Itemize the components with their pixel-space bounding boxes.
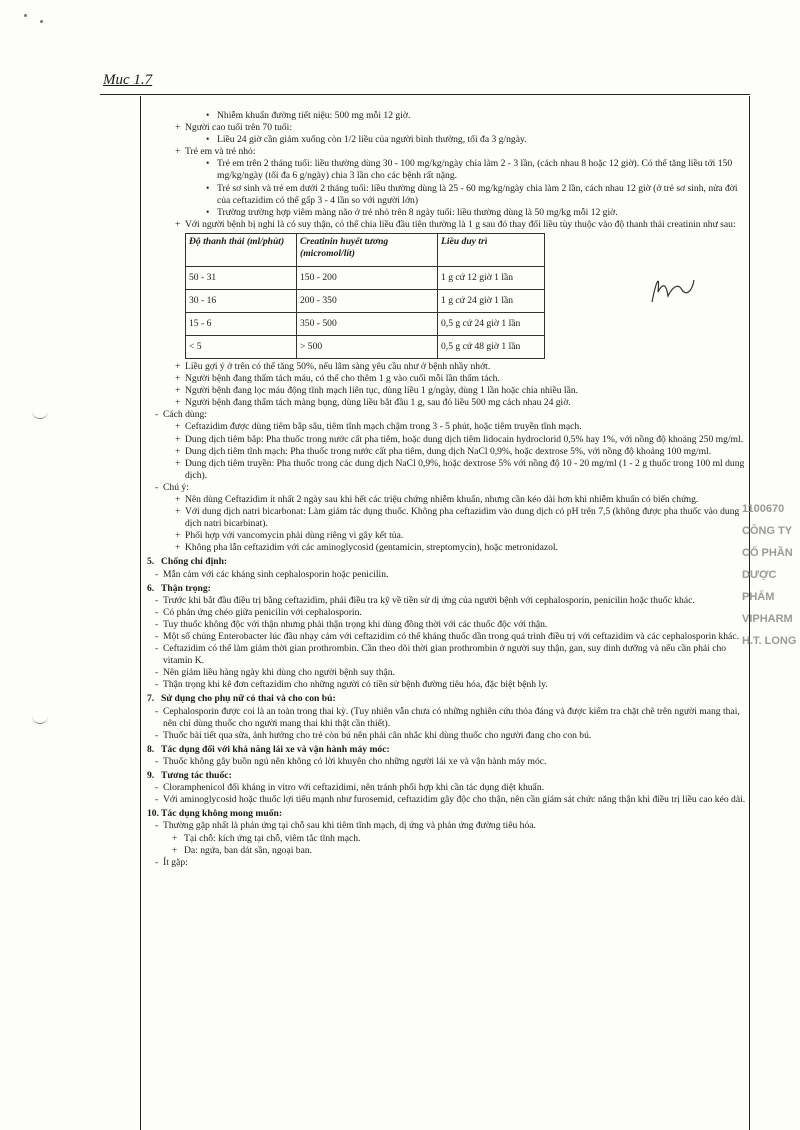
list-item: + Tại chỗ: kích ứng tại chỗ, viêm tắc tĩnh mạch. (172, 832, 361, 844)
list-item: - Thuốc bài tiết qua sữa, ảnh hưởng cho trẻ còn bú nên phải cân nhắc khi dùng thuốc cho người đang cho con bú. (155, 729, 592, 741)
list-item: + Phối hợp với vancomycin phải dùng riêng vì gây kết tủa. (175, 530, 404, 542)
stamp-line: 1100670 (742, 503, 785, 515)
plus-bullet-icon: + (175, 421, 181, 433)
plus-bullet-icon: + (175, 445, 181, 457)
list-item: - Với aminoglycosid hoặc thuốc lợi tiểu mạnh như furosemid, ceftazidim gây độc cho thận, nên cần giám sát chức năng thận khi điều trị liều cao kéo dài. (155, 794, 746, 806)
plus-bullet-icon: + (172, 844, 178, 856)
table-header-cell: Liều duy trì (438, 233, 545, 266)
list-item: • Trường trường hợp viêm màng não ở trẻ nhỏ trên 8 ngày tuổi: liều thường dùng là 50 mg/kg mỗi 12 giờ. (206, 206, 618, 218)
list-item: + Không pha lẫn ceftazidim với các aminoglycosid (gentamicin, streptomycin), hoặc metronidazol. (175, 542, 558, 554)
dash-bullet-icon: - (155, 782, 159, 794)
list-item: - Ít gặp: (155, 856, 188, 868)
list-item: + Da: ngứa, ban dát sần, ngoại ban. (172, 844, 313, 856)
list-item: + Liều gợi ý ở trên có thể tăng 50%, nếu lâm sàng yêu cầu như ở bệnh nhầy nhớt. (175, 360, 491, 372)
plus-bullet-icon: + (175, 373, 181, 385)
header-rule (100, 94, 750, 95)
list-item: + Người bệnh đang thẩm tách màng bụng, dùng liều bắt đầu 1 g, sau đó liều 500 mg cách nhau 24 giờ. (175, 397, 571, 409)
table-cell: 30 - 16 (186, 289, 297, 312)
list-item: + Người bệnh đang lọc máu động tĩnh mạch liên tục, dùng liều 1 g/ngày, dùng 1 lần hoặc chia nhiều lần. (175, 385, 579, 397)
bullet-icon: • (206, 158, 210, 170)
dash-bullet-icon: - (155, 705, 159, 717)
table-cell: 15 - 6 (186, 312, 297, 335)
stamp-line: H.T. LONG (742, 635, 797, 647)
section-heading: 8. Tác dụng đối với khả năng lái xe và vận hành máy móc: (147, 743, 390, 755)
table-cell: < 5 (186, 335, 297, 358)
plus-bullet-icon: + (175, 397, 181, 409)
punch-hole-mark (32, 408, 48, 419)
bullet-icon: • (206, 110, 210, 121)
list-item: + Người bệnh đang thẩm tách máu, có thể cho thêm 1 g vào cuối mỗi lần thẩm tách. (175, 373, 500, 385)
section-heading: 5. Chống chỉ định: (147, 556, 228, 568)
company-stamp (742, 498, 800, 648)
table-header-cell: Độ thanh thải (ml/phút) (186, 233, 297, 266)
dash-bullet-icon: - (155, 856, 159, 868)
plus-bullet-icon: + (175, 122, 181, 134)
list-item: - Có phản ứng chéo giữa penicilin với cephalosporin. (155, 606, 362, 618)
list-item: + Dung dịch tiêm truyền: Pha thuốc trong các dung dịch NaCl 0,9%, hoặc dextrose 5% với nồng độ 10 - 20 mg/ml (1 - 2 g thuốc trong 100 ml dung dịch). (175, 457, 745, 481)
plus-bullet-icon: + (175, 542, 181, 554)
bullet-icon: • (206, 182, 210, 194)
dash-bullet-icon: - (155, 606, 159, 618)
list-item: + Trẻ em và trẻ nhỏ: (175, 146, 256, 158)
table-header-cell: Creatinin huyết tương (micromol/lít) (297, 233, 438, 266)
dash-bullet-icon: - (155, 481, 159, 493)
plus-bullet-icon: + (172, 832, 178, 844)
list-item: - Thuốc không gây buồn ngủ nên không có lời khuyên cho những người lái xe và vận hành máy móc. (155, 755, 547, 767)
plus-bullet-icon: + (175, 457, 181, 469)
table-row (186, 335, 545, 358)
bullet-icon: • (206, 206, 210, 218)
list-item: + Với người bệnh bị nghi là có suy thận, có thể chia liều đầu tiên thường là 1 g sau đó thay đổi liều tùy thuộc vào độ thanh thải creatinin như sau: (175, 218, 736, 230)
table-cell: 1 g cứ 12 giờ 1 lần (438, 266, 545, 289)
plus-bullet-icon: + (175, 530, 181, 542)
list-item: • Trẻ em trên 2 tháng tuổi: liều thường dùng 30 - 100 mg/kg/ngày chia làm 2 - 3 lần, (cách nhau 8 hoặc 12 giờ). Có thể tăng liều tới 150 mg/kg/ngày (tối đa 6 g/ngày) chia 3 lần cho các bệnh rất nặng. (206, 158, 733, 182)
list-item: - Thường gặp nhất là phản ứng tại chỗ sau khi tiêm tĩnh mạch, dị ứng và phản ứng đường tiêu hóa. (155, 820, 536, 832)
table-row (186, 266, 545, 289)
scan-dot (24, 14, 27, 17)
table-header-row (186, 233, 545, 266)
list-item: - Tuy thuốc không độc với thận nhưng phải thận trọng khi dùng đồng thời với các thuốc độc với thận. (155, 618, 548, 630)
section-heading: 6. Thận trọng: (147, 582, 211, 594)
table-cell: 1 g cứ 24 giờ 1 lần (438, 289, 545, 312)
dash-bullet-icon: - (155, 643, 159, 655)
list-item: - Ceftazidim có thể làm giảm thời gian prothrombin. Cần theo dõi thời gian prothrombin ở người suy thận, gan, suy dinh dưỡng và nếu cần phải cho vitamin K. (155, 643, 727, 667)
dash-bullet-icon: - (155, 679, 159, 691)
header-title: Muc 1.7 (103, 72, 153, 88)
dash-bullet-icon: - (155, 568, 159, 580)
bullet-icon: • (206, 134, 210, 146)
table-cell: 200 - 350 (297, 289, 438, 312)
list-item: - Cephalosporin được coi là an toàn trong thai kỳ. (Tuy nhiên vẫn chưa có những nghiên cứu thỏa đáng và được kiểm tra chặt chẽ trên người mang thai, nên chỉ dùng thuốc cho người mang thai khi thật cần thiết). (155, 705, 740, 729)
plus-bullet-icon: + (175, 433, 181, 445)
document-body (147, 110, 747, 869)
list-item: - Thận trọng khi kê đơn ceftazidim cho những người có tiền sử bệnh đường tiêu hóa, đặc biệt bệnh ly. (155, 679, 548, 691)
dash-bullet-icon: - (155, 794, 159, 806)
scan-dot (40, 20, 43, 23)
stamp-line: CỔ PHẦN (742, 547, 793, 559)
list-item: - Cách dùng: (155, 409, 207, 421)
list-item: - Một số chủng Enterobacter lúc đầu nhạy cảm với ceftazidim có thể kháng thuốc dần trong quá trình điều trị với ceftazidim và các cephalosporin khác. (155, 631, 739, 642)
stamp-line: CÔNG TY (742, 525, 793, 537)
dash-bullet-icon: - (155, 667, 159, 679)
list-item: - Trước khi bắt đầu điều trị bằng ceftazidim, phải điều tra kỹ về tiền sử dị ứng của người bệnh với cephalosporin, penicilin hoặc thuốc khác. (155, 594, 695, 606)
section-heading: 10. Tác dụng không mong muốn: (147, 808, 283, 820)
plus-bullet-icon: + (175, 506, 181, 518)
list-item: • Nhiễm khuẩn đường tiết niệu: 500 mg mỗi 12 giờ. (206, 110, 411, 121)
table-cell: 350 - 500 (297, 312, 438, 335)
table-cell: > 500 (297, 335, 438, 358)
plus-bullet-icon: + (175, 493, 181, 505)
list-item: + Người cao tuổi trên 70 tuổi: (175, 122, 292, 134)
list-item: + Dung dịch tiêm tĩnh mạch: Pha thuốc trong nước cất pha tiêm, dung dịch NaCl 0,9%, hoặc dextrose 5%, với nồng độ khoảng 100 mg/ml. (175, 445, 712, 457)
list-item: + Ceftazidim được dùng tiêm bắp sâu, tiêm tĩnh mạch chậm trong 3 - 5 phút, hoặc tiêm truyền tĩnh mạch. (175, 421, 582, 433)
table-cell: 50 - 31 (186, 266, 297, 289)
list-item: • Liều 24 giờ cần giảm xuống còn 1/2 liều của người bình thường, tối đa 3 g/ngày. (206, 134, 527, 146)
list-item: + Với dung dịch natri bicarbonat: Làm giảm tác dụng thuốc. Không pha ceftazidim vào dung dịch có pH trên 7,5 (không được pha thuốc vào dung dịch natri bicarbinat). (175, 506, 740, 530)
plus-bullet-icon: + (175, 146, 181, 158)
dash-bullet-icon: - (155, 820, 159, 832)
dash-bullet-icon: - (155, 409, 159, 421)
list-item: - Mẫn cảm với các kháng sinh cephalosporin hoặc penicilin. (155, 568, 389, 580)
table-cell: 0,5 g cứ 24 giờ 1 lần (438, 312, 545, 335)
dash-bullet-icon: - (155, 618, 159, 630)
table-cell: 150 - 200 (297, 266, 438, 289)
dash-bullet-icon: - (155, 631, 159, 642)
list-item: • Trẻ sơ sinh và trẻ em dưới 2 tháng tuổi: liều thường dùng là 25 - 60 mg/kg/ngày chia làm 2 lần, cách nhau 12 giờ (ở trẻ sơ sinh, nửa đời của ceftazidim có thể gấp 3 - 4 lần so với người lớn) (206, 182, 738, 206)
table-cell: 0,5 g cứ 48 giờ 1 lần (438, 335, 545, 358)
dash-bullet-icon: - (155, 729, 159, 741)
plus-bullet-icon: + (175, 385, 181, 397)
section-heading: 9. Tương tác thuốc: (147, 770, 232, 782)
list-item: + Nên dùng Ceftazidim ít nhất 2 ngày sau khi hết các triệu chứng nhiễm khuẩn, nhưng cần kéo dài hơn khi nhiễm khuẩn có biến chứng. (175, 493, 699, 505)
dosage-table (185, 233, 545, 359)
punch-hole-mark (32, 713, 48, 724)
stamp-line: VIPHARM (742, 613, 793, 625)
table-row (186, 312, 545, 335)
list-item: - Cloramphenicol đối kháng in vitro với ceftazidimi, nên tránh phối hợp khi cần tác dụng diệt khuẩn. (155, 782, 545, 794)
section-heading: 7. Sử dụng cho phụ nữ có thai và cho con bú: (147, 693, 336, 705)
list-item: + Dung dịch tiêm bắp: Pha thuốc trong nước cất pha tiêm, hoặc dung dịch tiêm lidocain hydroclorid 0,5% hay 1%, với nồng độ khoảng 250 mg/ml. (175, 433, 744, 445)
list-item: - Chú ý: (155, 481, 189, 493)
table-row (186, 289, 545, 312)
dash-bullet-icon: - (155, 594, 159, 606)
plus-bullet-icon: + (175, 218, 181, 230)
stamp-line: DƯỢC PHẨM (742, 569, 777, 603)
plus-bullet-icon: + (175, 360, 181, 372)
list-item: - Nên giảm liều hàng ngày khi dùng cho người bệnh suy thận. (155, 667, 395, 679)
dash-bullet-icon: - (155, 755, 159, 767)
